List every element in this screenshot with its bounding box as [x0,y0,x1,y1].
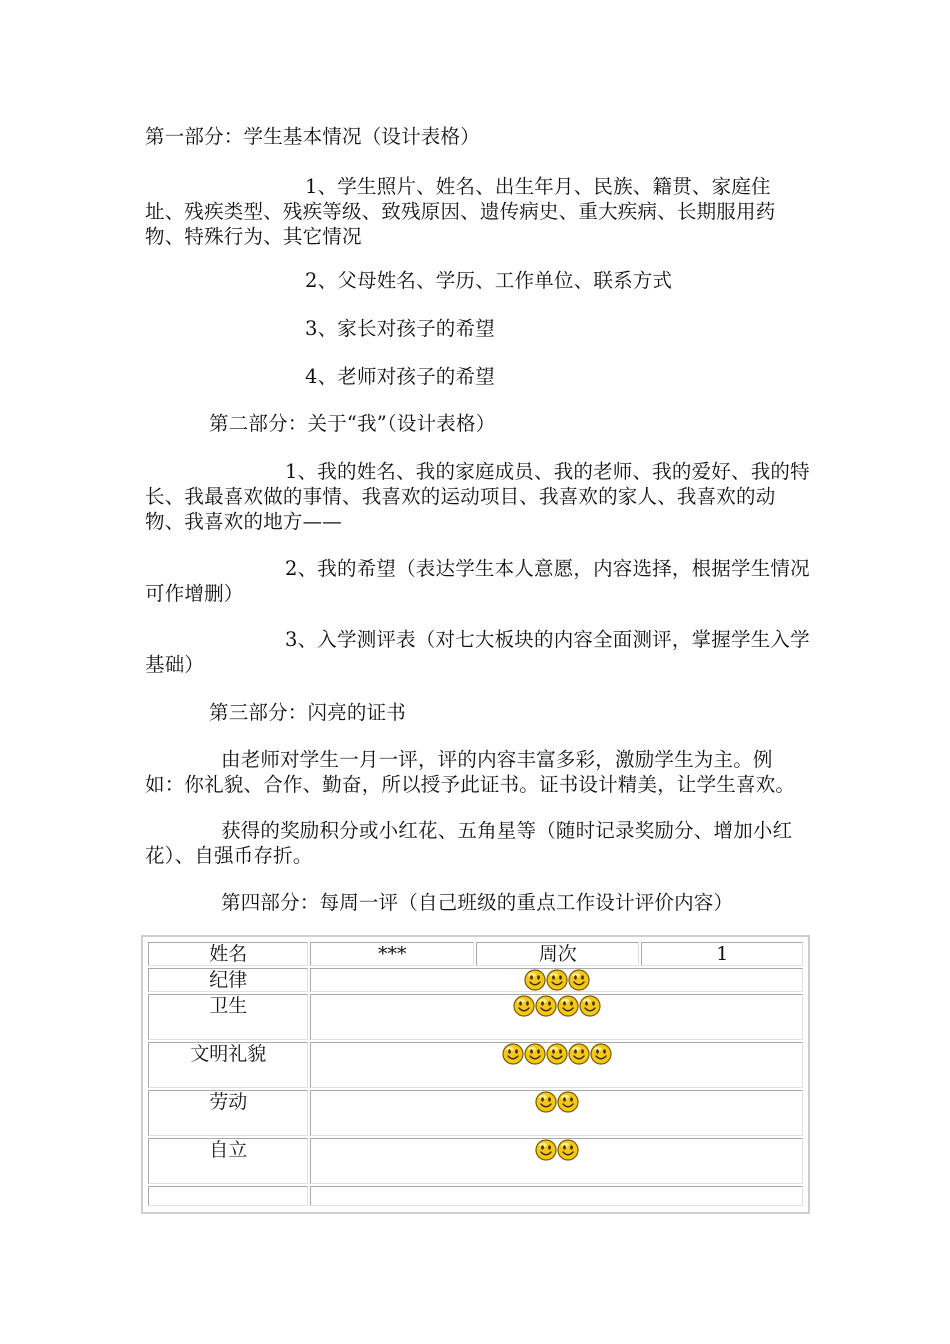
section-2-item-2: 2、我的希望（表达学生本人意愿，内容选择，根据学生情况可作增删） [145,557,810,605]
weekly-evaluation-table [146,940,805,1208]
row-label: 卫生 [148,994,308,1040]
name-label-cell: 姓名 [148,942,308,966]
week-value-cell: 1 [641,942,803,966]
table-row [148,1042,803,1088]
smiley-cell [310,1090,803,1136]
smiley-face-icon [568,1043,590,1065]
smiley-face-icon [557,995,579,1017]
section-heading-3: 第三部分：闪亮的证书 [209,701,407,724]
section-2-item-3: 3、入学测评表（对七大板块的内容全面测评，掌握学生入学基础） [145,628,810,676]
row-label: 劳动 [148,1090,308,1136]
empty-cell [148,1186,308,1206]
table-row-empty [148,1186,803,1206]
section-heading-2: 第二部分：关于“我”（设计表格） [209,412,496,435]
row-label: 文明礼貌 [148,1042,308,1088]
smiley-cell [310,1042,803,1088]
smiley-face-icon [524,1043,546,1065]
smiley-face-icon [546,969,568,991]
smiley-cell [310,1138,803,1184]
table-row [148,1090,803,1136]
smiley-face-icon [546,1043,568,1065]
section-3-text-1: 由老师对学生一月一评，评的内容丰富多彩，激励学生为主。例如：你礼貌、合作、勤奋，所以授予此证书。证书设计精美，让学生喜欢。 [145,748,796,796]
smiley-group [502,1043,612,1065]
smiley-face-icon [557,1091,579,1113]
smiley-face-icon [590,1043,612,1065]
smiley-face-icon [557,1139,579,1161]
name-value-cell: *** [310,942,474,966]
smiley-cell [310,994,803,1040]
table-row [148,968,803,992]
section-heading-4: 第四部分：每周一评（自己班级的重点工作设计评价内容） [221,891,734,914]
row-label: 自立 [148,1138,308,1184]
section-1-item-1: 1、学生照片、姓名、出生年月、民族、籍贯、家庭住址、残疾类型、残疾等级、致残原因、遗传病史、重大疾病、长期服用药物、特殊行为、其它情况 [145,175,776,248]
smiley-face-icon [535,995,557,1017]
smiley-face-icon [502,1043,524,1065]
smiley-group [535,1091,579,1113]
section-1-item-4: 4、老师对孩子的希望 [305,365,495,388]
section-1-item-2: 2、父母姓名、学历、工作单位、联系方式 [305,269,673,292]
row-label: 纪律 [148,968,308,992]
section-3-text-2: 获得的奖励积分或小红花、五角星等（随时记录奖励分、增加小红花）、自强币存折。 [145,819,793,867]
table-row [148,994,803,1040]
smiley-face-icon [568,969,590,991]
weekly-evaluation-table-frame [141,935,810,1214]
smiley-face-icon [524,969,546,991]
table-row [148,1138,803,1184]
smiley-face-icon [579,995,601,1017]
smiley-face-icon [513,995,535,1017]
section-2-item-1: 1、我的姓名、我的家庭成员、我的老师、我的爱好、我的特长、我最喜欢做的事情、我喜欢的运动项目、我喜欢的家人、我喜欢的动物、我喜欢的地方—— [145,460,810,533]
smiley-group [535,1139,579,1161]
week-label-cell: 周次 [476,942,640,966]
table-header-row [148,942,803,966]
section-heading-1: 第一部分：学生基本情况（设计表格） [145,125,480,148]
smiley-group [513,995,601,1017]
smiley-face-icon [535,1139,557,1161]
section-1-item-3: 3、家长对孩子的希望 [305,317,495,340]
smiley-face-icon [535,1091,557,1113]
smiley-group [524,969,590,991]
empty-cell [310,1186,803,1206]
smiley-cell [310,968,803,992]
